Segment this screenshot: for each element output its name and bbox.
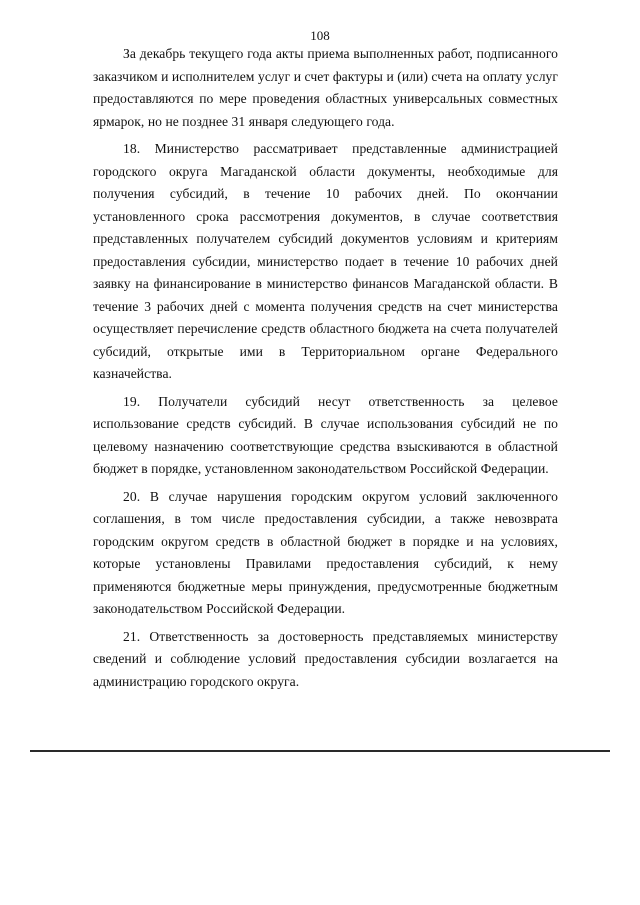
page-number: 108 — [310, 28, 330, 43]
paragraph-19: 19. Получатели субсидий несут ответственность за целевое использование средств субсидий. В случае использования субсидий не по целевому назначению соответствующие средства взыскиваются в областной бюджет в порядке, установленном законодательством Российской Федерации. — [93, 393, 558, 476]
paragraph-18: 18. Министерство рассматривает представленные администрацией городского округа Магаданской области документы, необходимые для получения субсидий, в течение 10 рабочих дней. По окончании установленного срока рассмотрения документов, в случае соответствия представленных получателем субсидий документов условиям и критериям предоставления субсидии, министерство подает в течение 10 рабочих дней заявку на финансирование в министерство финансов Магаданской области. В течение 3 рабочих дней с момента получения средств на счет министерства осуществляет перечисление средств областного бюджета на счета получателей субсидий, открытые ими в Территориальном органе Федерального казначейства. — [93, 141, 558, 381]
document-body — [93, 43, 558, 698]
paragraph-21: 21. Ответственность за достоверность представляемых министерству сведений и соблюдение условий предоставления субсидии возлагается на администрацию городского округа. — [93, 628, 558, 689]
horizontal-rule — [30, 750, 610, 752]
paragraph-20: 20. В случае нарушения городским округом условий заключенного соглашения, в том числе предоставления субсидии, а также невозврата городским округом средств в областной бюджет в порядке и на условиях, которые установлены Правилами предоставления субсидий, к нему применяются бюджетные меры принуждения, предусмотренные бюджетным законодательством Российской Федерации. — [93, 488, 558, 616]
paragraph-december-acts: За декабрь текущего года акты приема выполненных работ, подписанного заказчиком и исполнителем услуг и счет фактуры и (или) счета на оплату услуг предоставляются по мере проведения областных универсальных совместных ярмарок, но не позднее 31 января следующего года. — [93, 46, 558, 129]
